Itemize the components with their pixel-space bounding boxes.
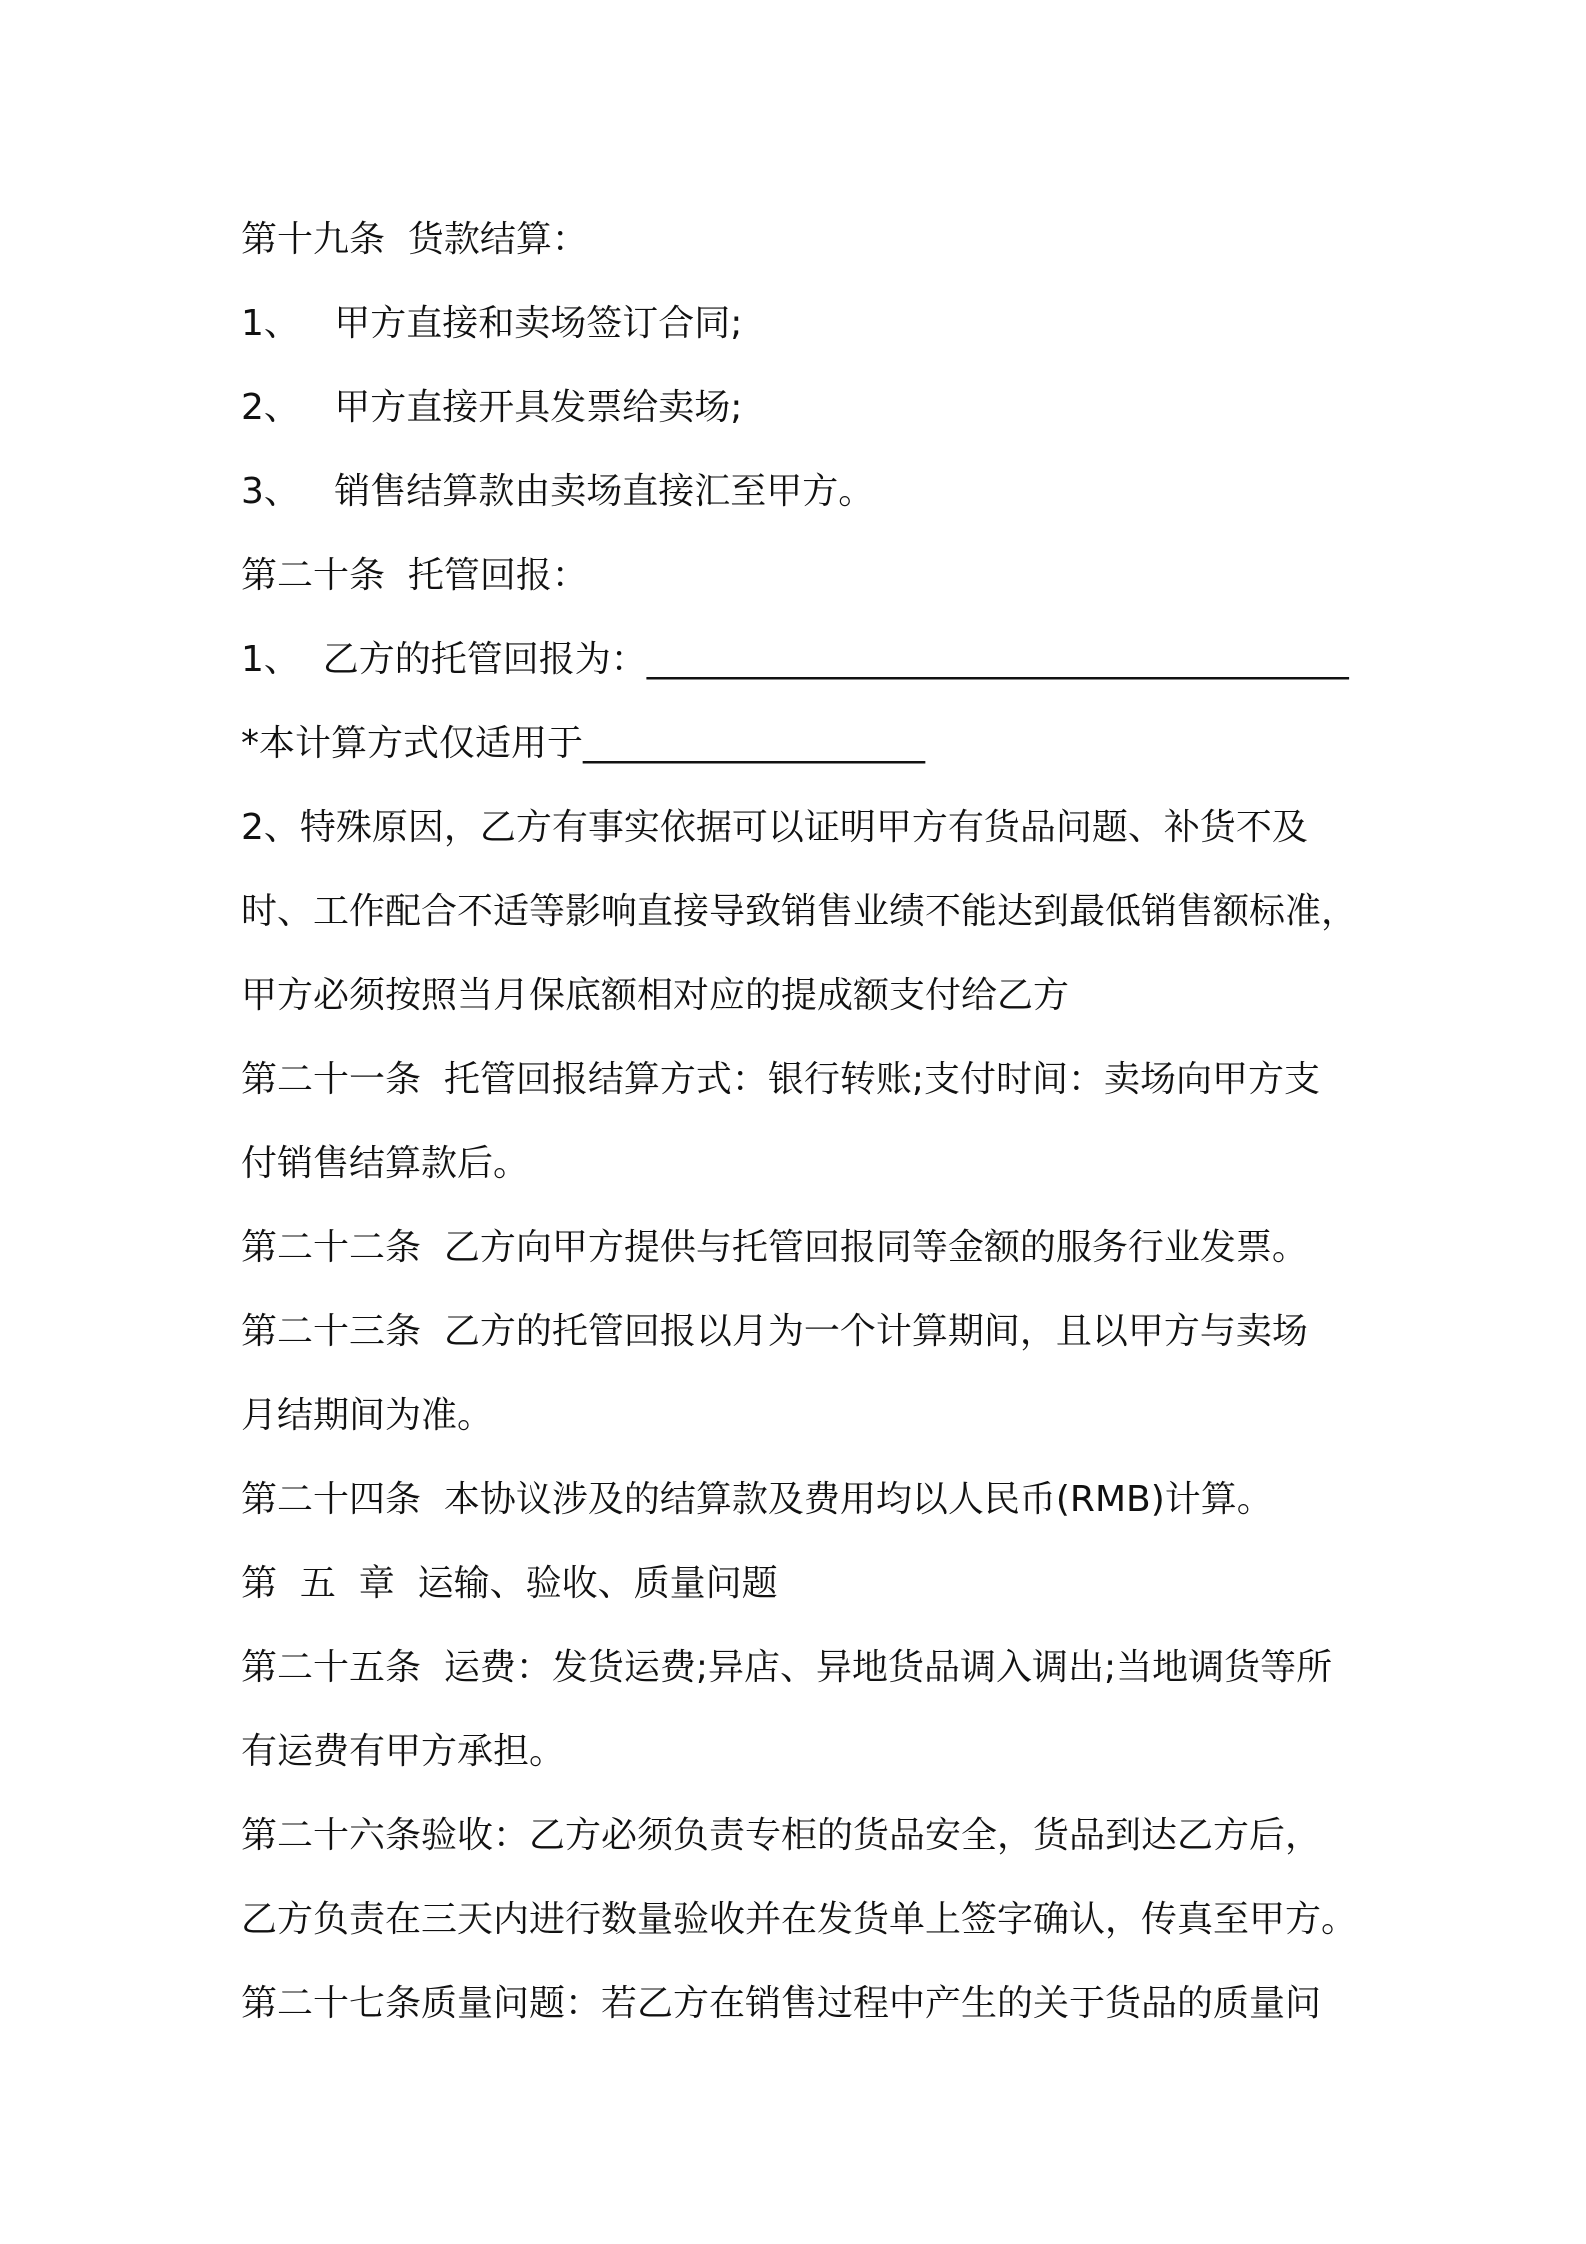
article-21-line-2: 付销售结算款后。 <box>241 1143 530 1184</box>
article-20-item-2-line-2: 时、工作配合不适等影响直接导致销售业绩不能达到最低销售额标准， <box>241 891 1358 932</box>
article-27-line-1: 第二十七条质量问题：若乙方在销售过程中产生的关于货品的质量问 <box>241 1983 1322 2024</box>
article-24: 第二十四条 本协议涉及的结算款及费用均以人民币(RMB)计算。 <box>241 1479 1273 1520</box>
article-20-heading: 第二十条 托管回报： <box>241 555 588 596</box>
article-19-item-3: 3、 销售结算款由卖场直接汇至甲方。 <box>241 471 875 512</box>
article-23-line-1: 第二十三条 乙方的托管回报以月为一个计算期间，且以甲方与卖场 <box>241 1311 1308 1352</box>
article-20-item-2-line-1: 2、特殊原因，乙方有事实依据可以证明甲方有货品问题、补货不及 <box>241 807 1308 848</box>
document-body <box>241 198 1361 2046</box>
article-20-item-2-line-3: 甲方必须按照当月保底额相对应的提成额支付给乙方 <box>241 975 1070 1016</box>
article-19-item-1: 1、 甲方直接和卖场签订合同; <box>241 303 743 344</box>
article-25-line-2: 有运费有甲方承担。 <box>241 1731 566 1772</box>
article-26-line-1: 第二十六条验收：乙方必须负责专柜的货品安全，货品到达乙方后， <box>241 1815 1322 1856</box>
article-22: 第二十二条 乙方向甲方提供与托管回报同等金额的服务行业发票。 <box>241 1227 1308 1268</box>
article-19-item-2: 2、 甲方直接开具发票给卖场; <box>241 387 743 428</box>
article-19-heading: 第十九条 货款结算： <box>241 219 588 260</box>
article-20-item-1: 1、 乙方的托管回报为：_______________________________________ <box>241 639 1349 680</box>
article-21-line-1: 第二十一条 托管回报结算方式：银行转账;支付时间：卖场向甲方支 <box>241 1059 1321 1100</box>
chapter-5-heading: 第 五 章 运输、验收、质量问题 <box>241 1563 778 1604</box>
article-20-note: *本计算方式仅适用于___________________ <box>241 723 926 764</box>
article-26-line-2: 乙方负责在三天内进行数量验收并在发货单上签字确认，传真至甲方。 <box>241 1899 1358 1940</box>
article-23-line-2: 月结期间为准。 <box>241 1395 494 1436</box>
article-25-line-1: 第二十五条 运费：发货运费;异店、异地货品调入调出;当地调货等所 <box>241 1647 1333 1688</box>
